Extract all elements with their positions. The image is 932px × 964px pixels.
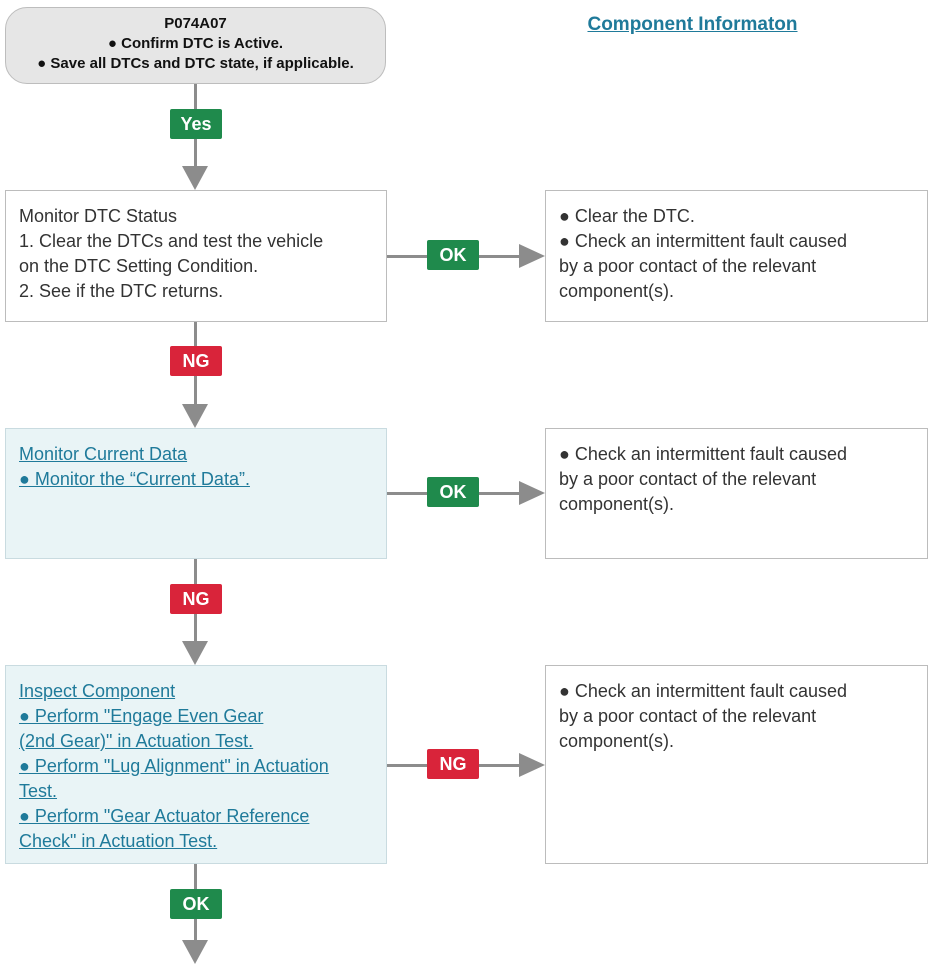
step-text: on the DTC Setting Condition.: [19, 256, 259, 276]
ng-badge: NG: [170, 584, 222, 614]
step-text: 1. Clear the DTCs and test the vehicle: [19, 231, 324, 251]
arrow-down-icon: [182, 404, 208, 428]
lug-alignment-link[interactable]: ● Perform "Lug Alignment" in Actuation: [19, 756, 329, 776]
step-monitor-current-data: [5, 428, 387, 559]
monitor-current-data-action-link[interactable]: ● Monitor the “Current Data”.: [19, 469, 250, 489]
arrow-right-icon: [519, 244, 545, 268]
result-text: ● Check an intermittent fault caused: [559, 231, 848, 251]
step-text: 2. See if the DTC returns.: [19, 281, 224, 301]
engage-even-gear-link[interactable]: (2nd Gear)" in Actuation Test.: [19, 731, 254, 751]
engage-even-gear-link[interactable]: ● Perform "Engage Even Gear: [19, 706, 264, 726]
dtc-code: P074A07: [164, 15, 227, 32]
ok-badge: OK: [427, 240, 479, 270]
start-node: [5, 7, 386, 84]
arrow-down-icon: [182, 940, 208, 964]
ok-badge: OK: [427, 477, 479, 507]
component-information-link[interactable]: Component Informaton: [587, 14, 798, 35]
ok-badge: OK: [170, 889, 222, 919]
ng-badge: NG: [427, 749, 479, 779]
yes-badge: Yes: [170, 109, 222, 139]
start-instruction-1: ● Confirm DTC is Active.: [107, 35, 284, 52]
ng-badge: NG: [170, 346, 222, 376]
arrow-down-icon: [182, 641, 208, 665]
result-text: ● Check an intermittent fault caused: [559, 681, 848, 701]
result-text: component(s).: [559, 731, 675, 751]
step-title: Monitor DTC Status: [19, 206, 178, 226]
result-text: component(s).: [559, 494, 675, 514]
result-intermittent-fault-1: [545, 428, 928, 559]
gear-actuator-reference-link[interactable]: Check" in Actuation Test.: [19, 831, 218, 851]
gear-actuator-reference-link[interactable]: ● Perform "Gear Actuator Reference: [19, 806, 310, 826]
step-inspect-component: [5, 665, 387, 864]
arrow-down-icon: [182, 166, 208, 190]
result-clear-dtc: [545, 190, 928, 322]
start-instruction-2: ● Save all DTCs and DTC state, if applicable.: [37, 55, 354, 72]
monitor-current-data-link[interactable]: Monitor Current Data: [19, 444, 188, 464]
result-intermittent-fault-2: [545, 665, 928, 864]
result-text: by a poor contact of the relevant: [559, 256, 817, 276]
result-text: component(s).: [559, 281, 675, 301]
inspect-component-link[interactable]: Inspect Component: [19, 681, 176, 701]
result-text: by a poor contact of the relevant: [559, 469, 817, 489]
arrow-right-icon: [519, 481, 545, 505]
result-text: ● Check an intermittent fault caused: [559, 444, 848, 464]
result-text: by a poor contact of the relevant: [559, 706, 817, 726]
result-text: ● Clear the DTC.: [559, 206, 695, 226]
arrow-right-icon: [519, 753, 545, 777]
step-monitor-dtc-status: [5, 190, 387, 322]
lug-alignment-link[interactable]: Test.: [19, 781, 58, 801]
